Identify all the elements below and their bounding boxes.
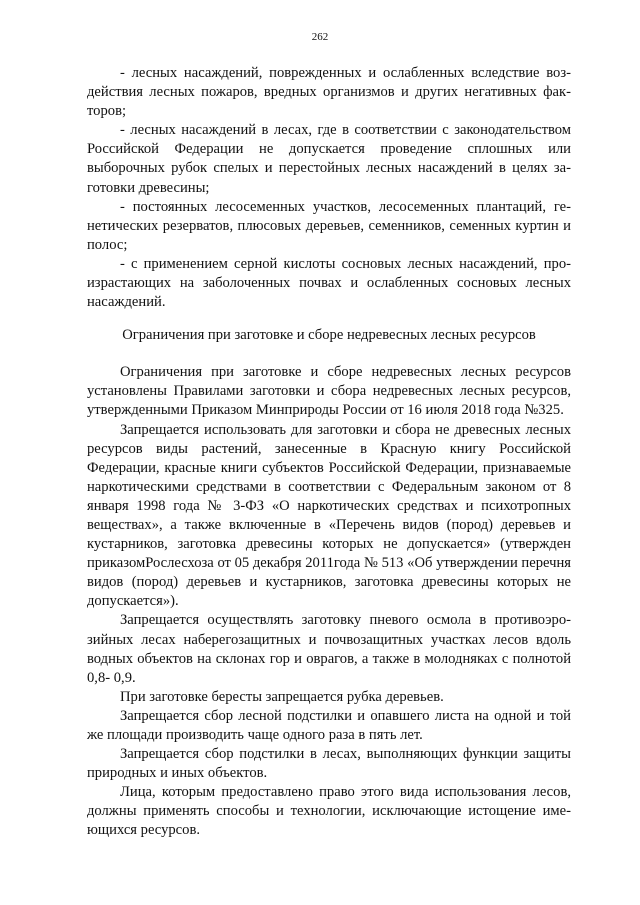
paragraph-litter-frequency: Запрещается сбор лесной подстилки и опавшего листа на одной и той же площади производить чаще одного раза в пять лет. — [87, 707, 571, 743]
bullet-protected-forests: - лесных насаждений в лесах, где в соответствии с законодательством Российской Федерации не допускается проведение сплошных или выборочных рубок спелых и перестойных лесных насаждений в целях заготовки древесины; — [87, 122, 571, 196]
paragraph-technologies: Лица, которым предоставлено право этого вида использования лесов, должны применять способы и технологии, исключающие истощение имеющихся ресурсов. — [87, 784, 571, 839]
paragraph-litter-protective: Запрещается сбор подстилки в лесах, выполняющих функции защиты природных и иных объектов. — [87, 746, 571, 782]
paragraph-rules: Ограничения при заготовке и сборе недревесных лесных ресурсов установлены Правилами заготовки и сбора недревесных лесных ресурсов, утвержденными Приказом Минприроды России от 16 июля 2018 года №325. — [87, 364, 571, 419]
page-content — [87, 64, 571, 841]
paragraph-stump-resin: Запрещается осуществлять заготовку пневого осмола в противоэрозийных лесах наберегозащитных и почвозащитных участках лесов вдоль водных объектов на склонах гор и оврагов, а также в молодняках с полнотой 0,8- 0,9. — [87, 612, 571, 686]
bullet-damaged-stands: - лесных насаждений, поврежденных и ослабленных вследствие воздействия лесных пожаров, вредных организмов и других негативных факторов; — [87, 65, 571, 120]
bullet-seed-plots: - постоянных лесосеменных участков, лесосеменных плантаций, генетических резерватов, плюсовых деревьев, семенников, семенных куртин и полос; — [87, 198, 571, 253]
paragraph-birch-bark: При заготовке бересты запрещается рубка деревьев. — [120, 688, 444, 705]
section-heading: Ограничения при заготовке и сборе недревесных лесных ресурсов — [122, 327, 536, 344]
paragraph-protected-species: Запрещается использовать для заготовки и сбора не древесных лесных ресурсов виды растений, занесенные в Красную книгу Российской Федерации, красные книги субъектов Российской Федерации, признаваемые наркотическими средствами в соответствии с Федеральным законом от 8 января 1998 года № 3-ФЗ «О наркотических средствах и психотропных веществах», а также включенные в «Перечень видов (пород) деревьев и кустарников, заготовка древесины которых не допускается» (утвержден приказомРослесхоза от 05 декабря 2011года № 513 «Об утверждении перечня видов (пород) деревьев и кустарников, заготовка древесины которых не допускается»). — [87, 421, 571, 610]
page-number: 262 — [311, 31, 329, 43]
bullet-sulfuric-acid: - с применением серной кислоты сосновых лесных насаждений, произрастающих на заболоченных почвах и ослабленных сосновых лесных насаждений. — [87, 255, 571, 311]
